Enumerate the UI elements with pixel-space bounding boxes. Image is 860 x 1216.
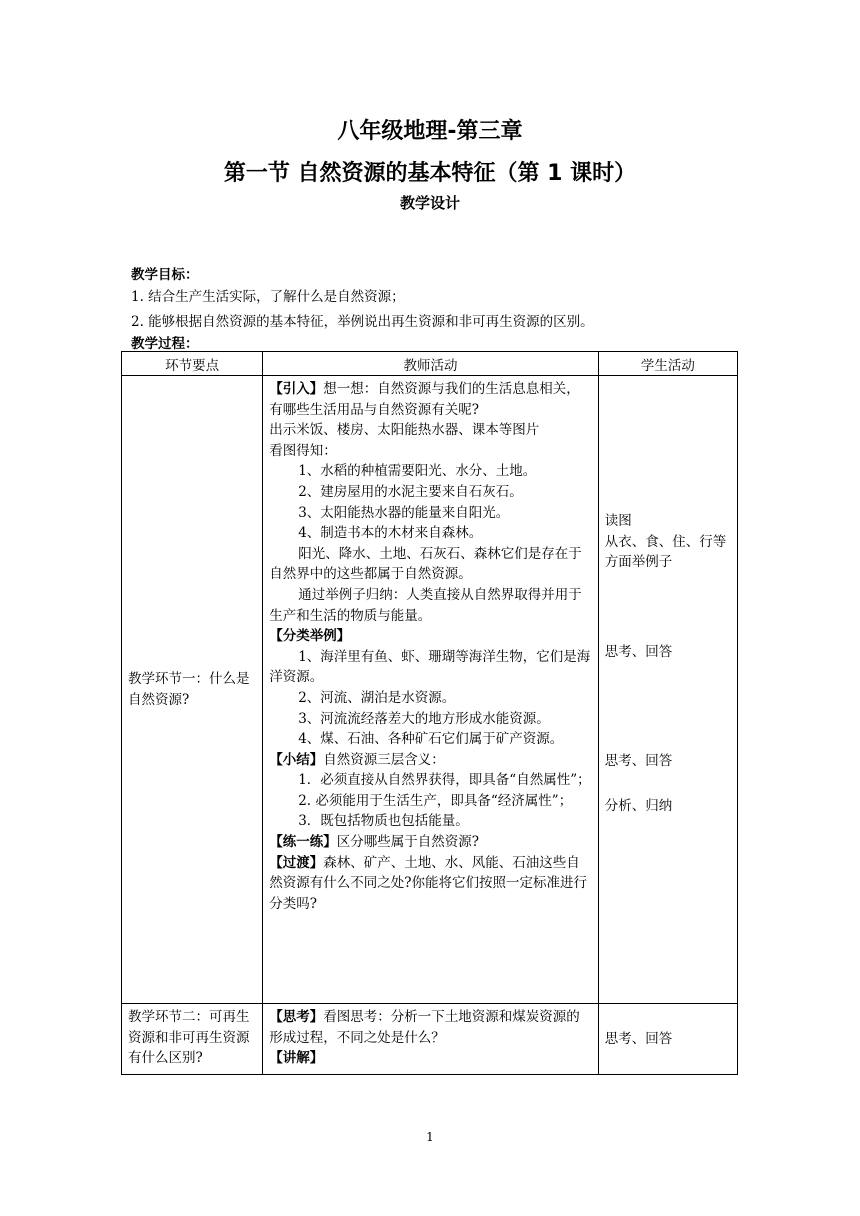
list-item: 1．必须直接从自然界获得，即具备“自然属性”；: [298, 772, 591, 789]
list-item: 3、河流流经落差大的地方形成水能资源。: [298, 710, 550, 727]
page-number: 1: [426, 1130, 434, 1144]
student-activity-cell: [598, 1004, 737, 1075]
think-tag: 【思考】: [269, 1009, 324, 1025]
list-item: 4、制造书本的木材来自森林。: [298, 525, 483, 542]
transition-tag: 【过渡】: [269, 854, 324, 871]
objective-item: 2. 能够根据自然资源的基本特征，举例说出再生资源和非可再生资源的区别。: [131, 314, 594, 330]
table-row: [122, 1004, 738, 1075]
text-line: 出示米饭、楼房、太阳能热水器、课本等图片: [269, 422, 540, 439]
list-item: 1、海洋里有鱼、虾、珊瑚等海洋生物，它们是海洋资源。: [269, 648, 591, 686]
column-header: 学生活动: [598, 352, 737, 376]
think-paragraph: 【思考】看图思考：分析一下土地资源和煤炭资源的形成过程，不同之处是什么？: [269, 1009, 580, 1046]
teacher-activity-cell: [263, 376, 599, 1004]
section-label: 教学环节二：可再生资源和非可再生资源有什么区别?: [128, 1009, 250, 1067]
document-title: 八年级地理-第三章: [337, 119, 523, 144]
transition-paragraph: 【过渡】森林、矿产、土地、水、风能、石油这些自然资源有什么不同之处?你能将它们按照一定标准进行分类吗?: [269, 854, 587, 912]
process-table: [121, 351, 738, 1075]
student-activity: 思考、回答: [604, 753, 673, 770]
student-activity: 读图: [604, 513, 632, 529]
section-label: 教学环节一：什么是自然资源?: [128, 670, 250, 708]
list-item: 3．既包括物质也包括能量。: [298, 813, 469, 830]
objective-item: 1. 结合生产生活实际，了解什么是自然资源；: [131, 289, 405, 305]
text-line: 看图得知：: [269, 442, 337, 459]
student-activity: 从衣、食、住、行等方面举例子: [604, 533, 727, 571]
text-paragraph: 通过举例子归纳：人类直接从自然界取得并用于生产和生活的物质与能量。: [269, 586, 582, 624]
intro-tag: 【引入】: [269, 381, 324, 397]
column-header: 环节要点: [122, 352, 263, 376]
student-activity: 分析、归纳: [604, 797, 673, 814]
table-row: [122, 376, 738, 1004]
list-item: 4、煤、石油、各种矿石它们属于矿产资源。: [298, 731, 564, 748]
process-heading: 教学过程：: [131, 336, 199, 352]
explain-tag: 【讲解】: [269, 1050, 324, 1067]
teacher-activity-cell: [263, 1004, 599, 1075]
section-cell: [122, 1004, 263, 1075]
text-paragraph: 阳光、降水、土地、石灰石、森林它们是存在于自然界中的这些都属于自然资源。: [269, 545, 582, 583]
objectives-heading: 教学目标：: [131, 267, 199, 283]
practice-paragraph: 【练一练】区分哪些属于自然资源?: [269, 834, 479, 851]
table-header-row: [122, 352, 738, 376]
classification-tag: 【分类举例】: [269, 628, 351, 645]
practice-tag: 【练一练】: [269, 834, 337, 851]
student-activity-cell: [598, 376, 737, 1004]
list-item: 2、河流、湖泊是水资源。: [298, 689, 456, 706]
section-cell: [122, 376, 263, 1004]
list-item: 1、水稻的种植需要阳光、水分、土地。: [298, 463, 537, 480]
summary-paragraph: 【小结】自然资源三层含义：: [269, 751, 445, 768]
lesson-subtitle: 第一节 自然资源的基本特征（第 1 课时）: [223, 161, 637, 186]
student-activity: 思考、回答: [604, 1030, 673, 1047]
list-item: 2、建房屋用的水泥主要来自石灰石。: [298, 483, 523, 500]
list-item: 2. 必须能用于生活生产，即具备“经济属性”；: [298, 792, 573, 809]
summary-tag: 【小结】: [269, 751, 324, 768]
column-header: 教师活动: [263, 352, 599, 376]
intro-paragraph: 【引入】想一想：自然资源与我们的生活息息相关，有哪些生活用品与自然资源有关呢?: [269, 381, 580, 418]
list-item: 3、太阳能热水器的能量来自阳光。: [298, 504, 510, 521]
document-type: 教学设计: [399, 194, 460, 212]
student-activity: 思考、回答: [604, 643, 673, 660]
